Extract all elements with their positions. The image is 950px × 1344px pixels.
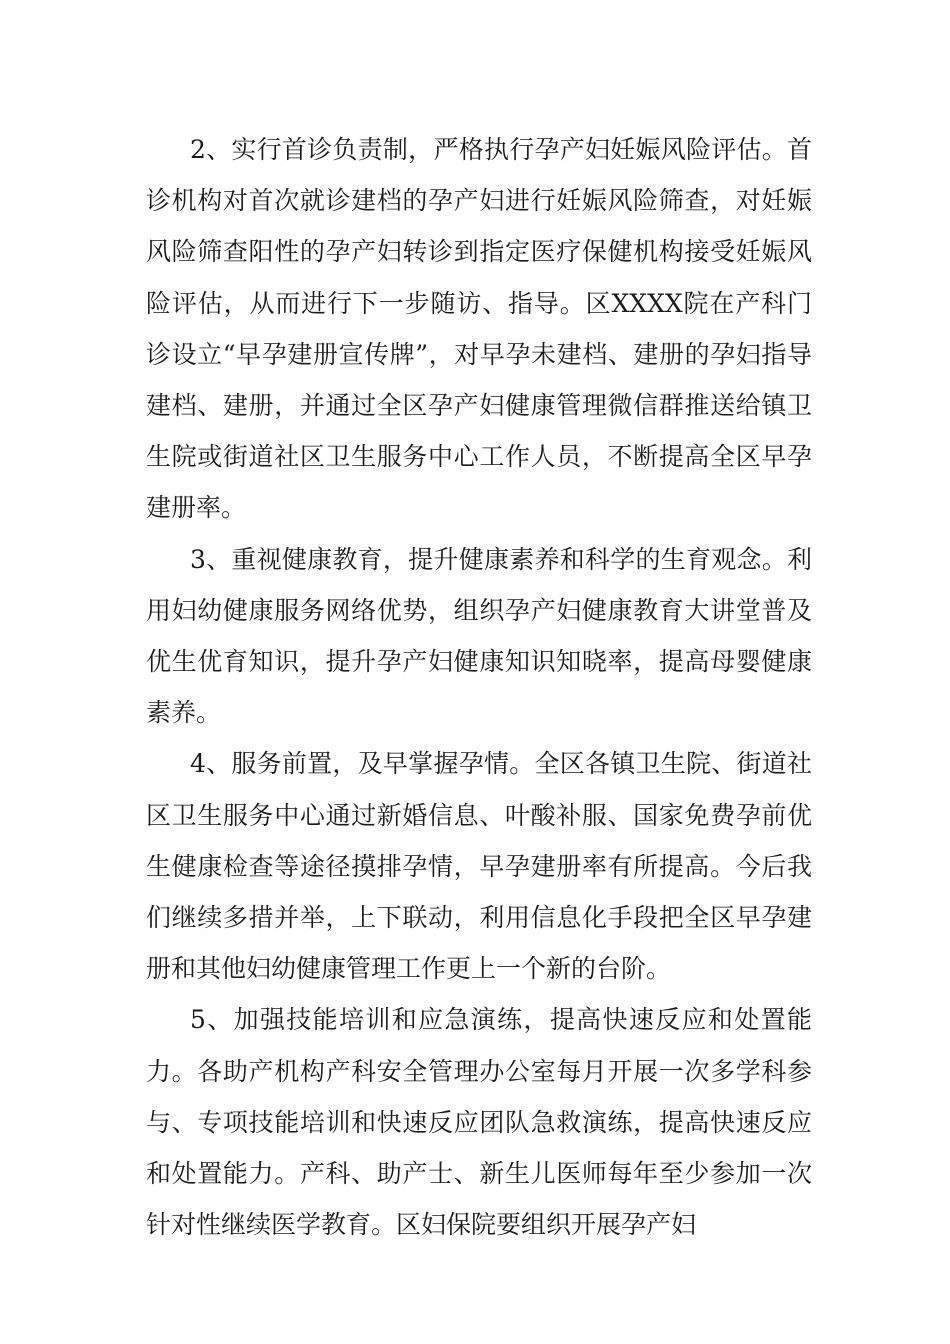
- paragraph-item-5: 5、加强技能培训和应急演练，提高快速反应和处置能力。各助产机构产科安全管理办公室每月开展一次多学科参与、专项技能培训和快速反应团队急救演练，提高快速反应和处置能力。产科、助产士、新生儿医师每年至少参加一次针对性继续医学教育。区妇保院要组织开展孕产妇: [146, 1005, 812, 1240]
- paragraph-item-4: 4、服务前置，及早掌握孕情。全区各镇卫生院、街道社区卫生服务中心通过新婚信息、叶酸补服、国家免费孕前优生健康检查等途径摸排孕情，早孕建册率有所提高。今后我们继续多措并举，上下联动，利用信息化手段把全区早孕建册和其他妇幼健康管理工作更上一个新的台阶。: [146, 749, 812, 984]
- document-body: [146, 124, 812, 1250]
- paragraph-item-3: 3、重视健康教育，提升健康素养和科学的生育观念。利用妇幼健康服务网络优势，组织孕产妇健康教育大讲堂普及优生优育知识，提升孕产妇健康知识知晓率，提高母婴健康素养。: [146, 544, 812, 728]
- paragraph-item-2: 2、实行首诊负责制，严格执行孕产妇妊娠风险评估。首诊机构对首次就诊建档的孕产妇进行妊娠风险筛查，对妊娠风险筛查阳性的孕产妇转诊到指定医疗保健机构接受妊娠风险评估，从而进行下一步随访、指导。区XXXX院在产科门诊设立“早孕建册宣传牌”，对早孕未建档、建册的孕妇指导建档、建册，并通过全区孕产妇健康管理微信群推送给镇卫生院或街道社区卫生服务中心工作人员，不断提高全区早孕建册率。: [146, 135, 812, 523]
